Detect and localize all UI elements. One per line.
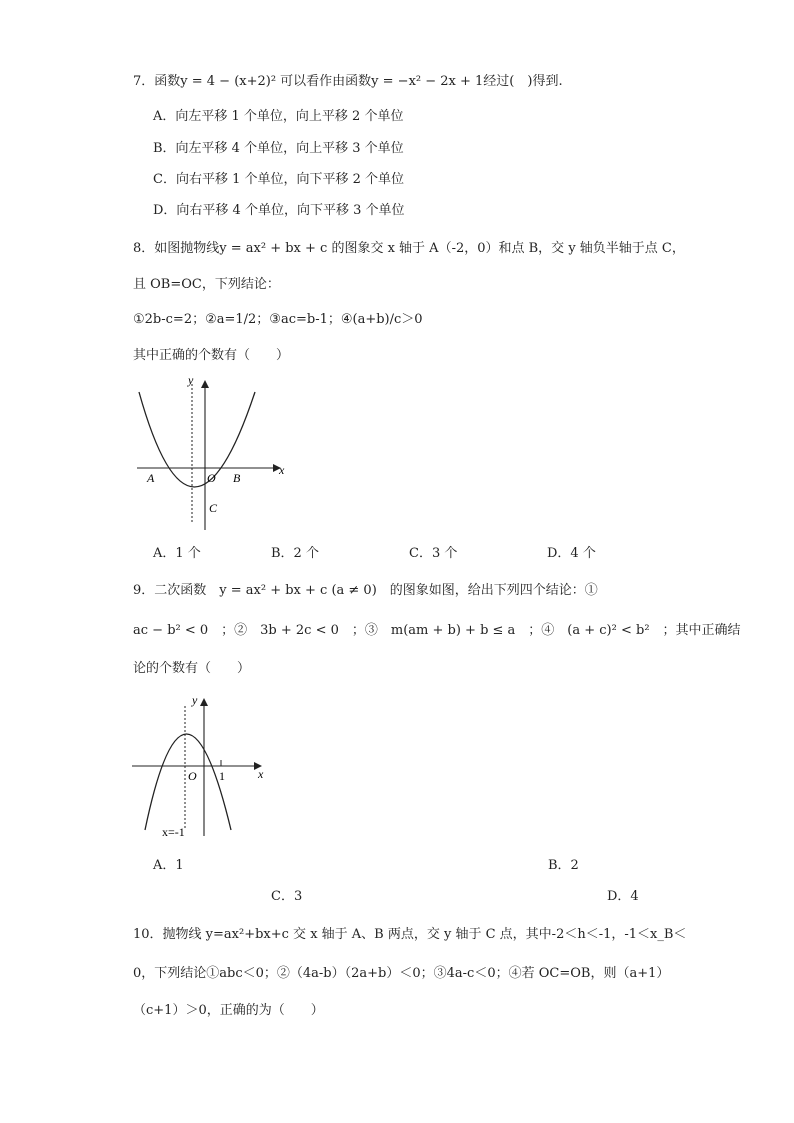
q8-label-o: O xyxy=(207,471,216,485)
q7-option-c: C．向右平移 1 个单位，向下平移 2 个单位 xyxy=(153,172,405,187)
q7-option-b: B．向左平移 4 个单位，向上平移 3 个单位 xyxy=(153,141,404,156)
q10-line3: （c+1）＞0，正确的为（ ） xyxy=(133,1003,324,1018)
q7-option-a: A．向左平移 1 个单位，向上平移 2 个单位 xyxy=(153,109,404,124)
q9-option-c: C．3 xyxy=(271,889,303,904)
q8-option-a: A．1 个 xyxy=(153,546,201,561)
q9-label-one: 1 xyxy=(219,769,225,783)
q9-option-a: A．1 xyxy=(153,858,184,873)
q10-line1: 10．抛物线 y=ax²+bx+c 交 x 轴于 A、B 两点，交 y 轴于 C 点，其中-2＜h＜-1，-1＜x_B＜ xyxy=(133,927,687,942)
q8-label-y: y xyxy=(188,373,194,387)
q9-label-o: O xyxy=(188,769,197,783)
q8-option-c: C．3 个 xyxy=(409,546,458,561)
q8-label-b: B xyxy=(233,471,241,485)
q8-question: 其中正确的个数有（ ） xyxy=(133,348,290,363)
q8-stem-line1: 8．如图抛物线y = ax² + bx + c 的图象交 x 轴于 A（-2，0）和点 B，交 y 轴负半轴于点 C， xyxy=(133,241,685,256)
q7-stem: 7．函数y = 4 − (x+2)² 可以看作由函数y = −x² − 2x + 1经过( )得到. xyxy=(133,74,563,89)
q8-label-x: x xyxy=(279,463,285,477)
q10-line2: 0，下列结论①abc＜0；②（4a-b）（2a+b）＜0；③4a-c＜0；④若 OC=OB，则（a+1） xyxy=(133,966,670,981)
q9-option-b: B．2 xyxy=(548,858,579,873)
q8-option-b: B．2 个 xyxy=(271,546,319,561)
q9-label-y: y xyxy=(192,693,198,707)
q8-label-a: A xyxy=(147,471,155,485)
q9-label-x: x xyxy=(258,767,264,781)
q9-label-axis: x=-1 xyxy=(162,825,185,839)
q8-parabola-figure xyxy=(133,372,293,532)
q8-label-c: C xyxy=(209,501,218,515)
q9-parabola-figure xyxy=(130,690,270,840)
q8-option-d: D．4 个 xyxy=(547,546,596,561)
q8-stem-line2: 且 OB=OC，下列结论： xyxy=(133,277,280,292)
q8-conclusions: ①2b-c=2；②a=1/2；③ac=b-1；④(a+b)/c＞0 xyxy=(133,312,423,327)
q9-stem-line2: ac − b² < 0 ；② 3b + 2c < 0 ；③ m(am + b) + b ≤ a ；④ (a + c)² < b² ；其中正确结 xyxy=(133,623,741,638)
q9-option-d: D．4 xyxy=(607,889,639,904)
q7-option-d: D．向右平移 4 个单位，向下平移 3 个单位 xyxy=(153,203,405,218)
q9-stem-line3: 论的个数有（ ） xyxy=(133,661,251,676)
q9-stem-line1: 9．二次函数 y = ax² + bx + c (a ≠ 0) 的图象如图，给出下列四个结论：① xyxy=(133,583,598,598)
